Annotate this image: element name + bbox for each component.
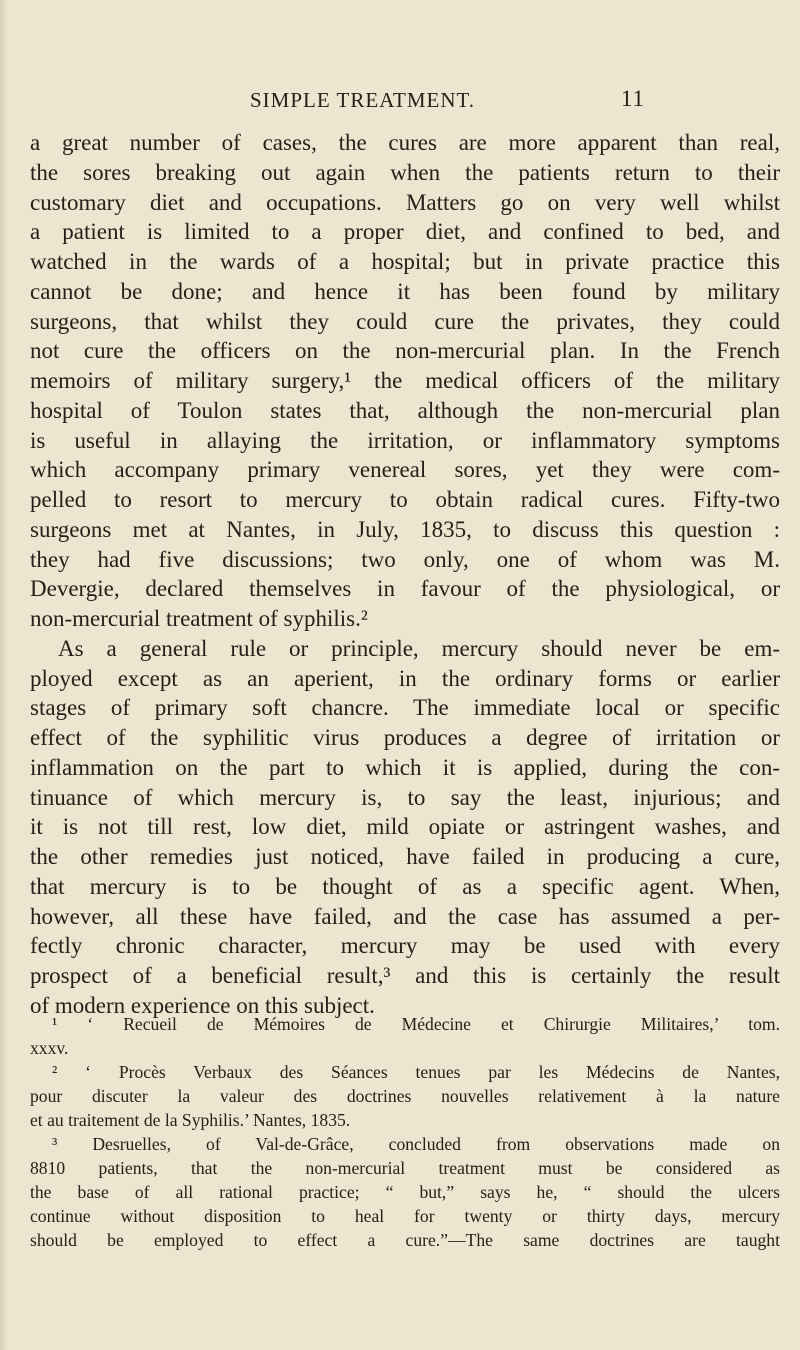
- body-line: stages of primary soft chancre. The immediate local or specific: [30, 695, 780, 721]
- body-line: the other remedies just noticed, have failed in producing a cure,: [30, 844, 780, 869]
- footnote-line: continue without disposition to heal for twenty or thirty days, mercury: [30, 1206, 780, 1226]
- footnote-line: pour discuter la valeur des doctrines nouvelles relativement à la nature: [30, 1086, 780, 1106]
- footnotes: [30, 1012, 780, 1252]
- page-number: 11: [620, 86, 645, 111]
- body-line: is useful in allaying the irritation, or inflammatory symptoms: [30, 427, 780, 453]
- footnote-line: xxxv.: [30, 1038, 69, 1058]
- body-line: not cure the officers on the non-mercurial plan. In the French: [30, 338, 780, 364]
- body-line: customary diet and occupations. Matters go on very well whilst: [30, 189, 780, 215]
- footnote-line: should be employed to effect a cure.”—The same doctrines are taught: [30, 1230, 780, 1250]
- body-line: surgeons met at Nantes, in July, 1835, to discuss this question :: [30, 516, 780, 542]
- body-line: surgeons, that whilst they could cure the privates, they could: [30, 308, 780, 334]
- body-line: Devergie, declared themselves in favour of the physiological, or: [30, 576, 780, 602]
- footnote-line: 8810 patients, that the non-mercurial treatment must be considered as: [30, 1158, 780, 1178]
- body-line: As a general rule or principle, mercury should never be em-: [58, 635, 780, 661]
- body-line: which accompany primary venereal sores, yet they were com-: [30, 457, 780, 483]
- footnote-line: the base of all rational practice; “ but,” says he, “ should the ulcers: [30, 1182, 780, 1202]
- body-line: effect of the syphilitic virus produces a degree of irritation or: [30, 725, 780, 750]
- footnote-line: ³ Desruelles, of Val-de-Grâce, concluded from observations made on: [52, 1134, 780, 1154]
- body-text: [30, 128, 780, 1021]
- body-line: fectly chronic character, mercury may be used with every: [30, 933, 780, 959]
- body-line: prospect of a beneficial result,³ and this is certainly the result: [30, 963, 780, 988]
- body-line: tinuance of which mercury is, to say the least, injurious; and: [30, 784, 780, 810]
- body-line: cannot be done; and hence it has been found by military: [30, 278, 780, 304]
- body-line: it is not till rest, low diet, mild opiate or astringent washes, and: [30, 814, 780, 840]
- body-line: they had five discussions; two only, one of whom was M.: [30, 546, 780, 572]
- body-line: that mercury is to be thought of as a specific agent. When,: [30, 873, 780, 899]
- running-title: SIMPLE TREATMENT.: [250, 88, 476, 112]
- footnote-line: ² ‘ Procès Verbaux des Séances tenues par les Médecins de Nantes,: [52, 1062, 780, 1082]
- body-line: watched in the wards of a hospital; but in private practice this: [30, 249, 780, 274]
- body-line: however, all these have failed, and the case has assumed a per-: [30, 903, 780, 929]
- footnote-line: et au traitement de la Syphilis.’ Nantes, 1835.: [30, 1110, 351, 1130]
- body-line: non-mercurial treatment of syphilis.²: [30, 606, 368, 631]
- body-line: pelled to resort to mercury to obtain radical cures. Fifty-two: [30, 487, 780, 512]
- body-line: hospital of Toulon states that, although the non-mercurial plan: [30, 397, 780, 423]
- body-line: memoirs of military surgery,¹ the medical officers of the military: [30, 368, 780, 393]
- body-line: of modern experience on this subject.: [30, 992, 375, 1018]
- body-line: inflammation on the part to which it is applied, during the con-: [30, 754, 780, 780]
- body-line: a great number of cases, the cures are more apparent than real,: [30, 130, 780, 155]
- body-line: ployed except as an aperient, in the ordinary forms or earlier: [30, 665, 780, 691]
- gutter-shadow: [0, 0, 8, 1350]
- page-header: [250, 88, 645, 118]
- body-line: a patient is limited to a proper diet, and confined to bed, and: [30, 219, 780, 245]
- body-line: the sores breaking out again when the patients return to their: [30, 159, 780, 185]
- footnote-line: ¹ ‘ Recueil de Mémoires de Médecine et Chirurgie Militaires,’ tom.: [52, 1014, 780, 1034]
